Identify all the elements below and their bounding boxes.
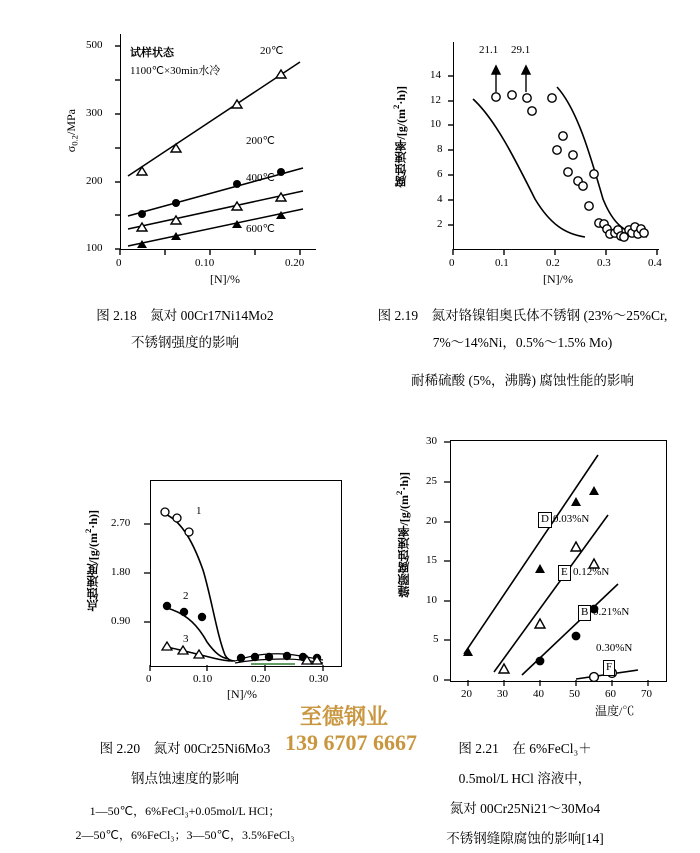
fig220-xtick-030: 0.30 [309,673,329,685]
fig220-ytick-270: 2.70 [111,517,131,529]
fig221-caption-line3: 氮对 00Cr25Ni21～30Mo4 [449,801,601,816]
fig219-plot-svg [385,24,685,274]
fig221-label-text-B: 0.21%N [593,606,630,618]
fig221-caption-line1: 图 2.21 在 6%FeCl₃＋ [458,741,592,756]
fig221-ytick-0: 0 [433,673,439,685]
fig221-xtick-40: 40 [533,688,544,700]
fig219-ytick-12: 12 [430,94,441,106]
fig218-xtick-020: 0.20 [285,257,305,269]
fig218-caption-line1: 图 2.18 氮对 00Cr17Ni14Mo2 [96,308,274,323]
fig221-ytick-15: 15 [426,554,437,566]
fig218-anno-heat-treat: 1100℃×30min水冷 [130,65,221,77]
fig218-series-label-200: 200℃ [246,135,275,147]
fig220-ytick-180: 1.80 [111,566,131,578]
fig221-ytick-25: 25 [426,475,437,487]
fig218-xtick-010: 0.10 [195,257,215,269]
fig221-label-tag-F: F [603,660,615,676]
fig221-label-tag-B: B [578,605,591,621]
watermark-brand: 至德钢业 [300,704,389,729]
fig219-ytick-2: 2 [437,218,443,230]
watermark-phone: 139 6707 6667 [285,730,417,755]
fig219-ytick-6: 6 [437,168,443,180]
fig221-xtick-20: 20 [461,688,472,700]
fig218-xtick-0: 0 [116,257,122,269]
fig221-ytick-10: 10 [426,594,437,606]
fig220-xtick-0: 0 [146,673,152,685]
fig219-ytick-8: 8 [437,143,443,155]
fig220-xlabel: [N]/% [227,687,257,701]
fig219-xtick-0: 0 [449,257,455,269]
fig218-ytick-100: 100 [86,242,103,254]
fig218-xlabel: [N]/% [210,272,240,286]
fig219-ytick-4: 4 [437,193,443,205]
fig220-series-label-3: 3 [183,633,189,645]
fig218-anno-sample-state: 试样状态 [130,47,174,59]
fig220-xtick-020: 0.20 [251,673,271,685]
fig219-xlabel: [N]/% [543,272,573,286]
fig218-series-label-600: 600℃ [246,223,275,235]
figure-2-21 [390,420,685,720]
fig219-caption-line3: 耐稀硫酸 (5%，沸腾) 腐蚀性能的影响 [411,373,634,388]
fig221-ytick-5: 5 [433,633,439,645]
fig221-ylabel: 缝隙腐蚀速率$/[g/(m^2\cdot h)]$ [394,472,411,598]
fig221-label-text-F: 0.30%N [596,642,633,654]
fig220-caption-line2: 钢点蚀速度的影响 [131,771,239,786]
fig221-label-tag-D: D [538,512,552,528]
fig218-ytick-200: 200 [86,175,103,187]
fig218-ytick-300: 300 [86,107,103,119]
fig221-xtick-30: 30 [497,688,508,700]
fig219-xtick-02: 0.2 [546,257,560,269]
figure-2-20 [55,450,345,710]
fig218-series-label-400: 400℃ [246,172,275,184]
fig219-xtick-03: 0.3 [597,257,611,269]
fig218-ylabel: $\sigma_{0.2}$/MPa [64,109,80,153]
fig219-anno-29-1: 29.1 [511,44,531,56]
fig219-caption-line1: 图 2.19 氮对铬镍钼奥氏体不锈钢 (23%～25%Cr, [377,308,668,323]
fig219-xtick-01: 0.1 [495,257,509,269]
fig221-label-tag-E: E [558,565,571,581]
fig220-caption-note2: 2—50℃，6%FeCl₃；3—50℃，3.5%FeCl₃ [75,828,295,842]
fig219-ylabel: 腐蚀速率$/[g/(m^2\cdot h)]$ [391,86,408,188]
fig221-xtick-50: 50 [569,688,580,700]
fig221-label-text-D: 0.03%N [553,513,590,525]
fig220-xtick-010: 0.10 [193,673,213,685]
fig221-ytick-20: 20 [426,515,437,527]
fig220-caption-note1: 1—50℃，6%FeCl₃+0.05mol/L HCl； [89,804,281,818]
fig221-caption-line4: 不锈钢缝隙腐蚀的影响[14] [446,831,604,846]
fig221-xlabel: 温度/℃ [595,704,635,718]
fig220-ytick-090: 0.90 [111,615,131,627]
fig219-ytick-14: 14 [430,69,441,81]
fig221-xtick-60: 60 [605,688,616,700]
fig219-ytick-10: 10 [430,118,441,130]
fig220-ylabel: 点蚀速度$/[g/(m^2\cdot h)]$ [83,510,100,612]
figure-2-19 [385,24,685,286]
fig221-label-text-E: 0.12%N [573,566,610,578]
fig219-caption-line2: 7%～14%Ni，0.5%～1.5% Mo) [432,335,613,350]
figure-2-18 [60,24,340,286]
fig220-series-label-2: 2 [183,590,189,602]
fig221-caption-line2: 0.5mol/L HCl 溶液中， [458,771,592,786]
fig221-ytick-30: 30 [426,435,437,447]
fig219-anno-21-1: 21.1 [479,44,499,56]
fig221-xtick-70: 70 [641,688,652,700]
fig220-series-label-1: 1 [196,505,202,517]
fig218-series-label-20: 20℃ [260,45,284,57]
fig218-ytick-500: 500 [86,39,103,51]
fig220-caption-line1: 图 2.20 氮对 00Cr25Ni6Mo3 [99,741,271,756]
fig218-caption-line2: 不锈钢强度的影响 [131,335,239,350]
fig219-xtick-04: 0.4 [648,257,662,269]
